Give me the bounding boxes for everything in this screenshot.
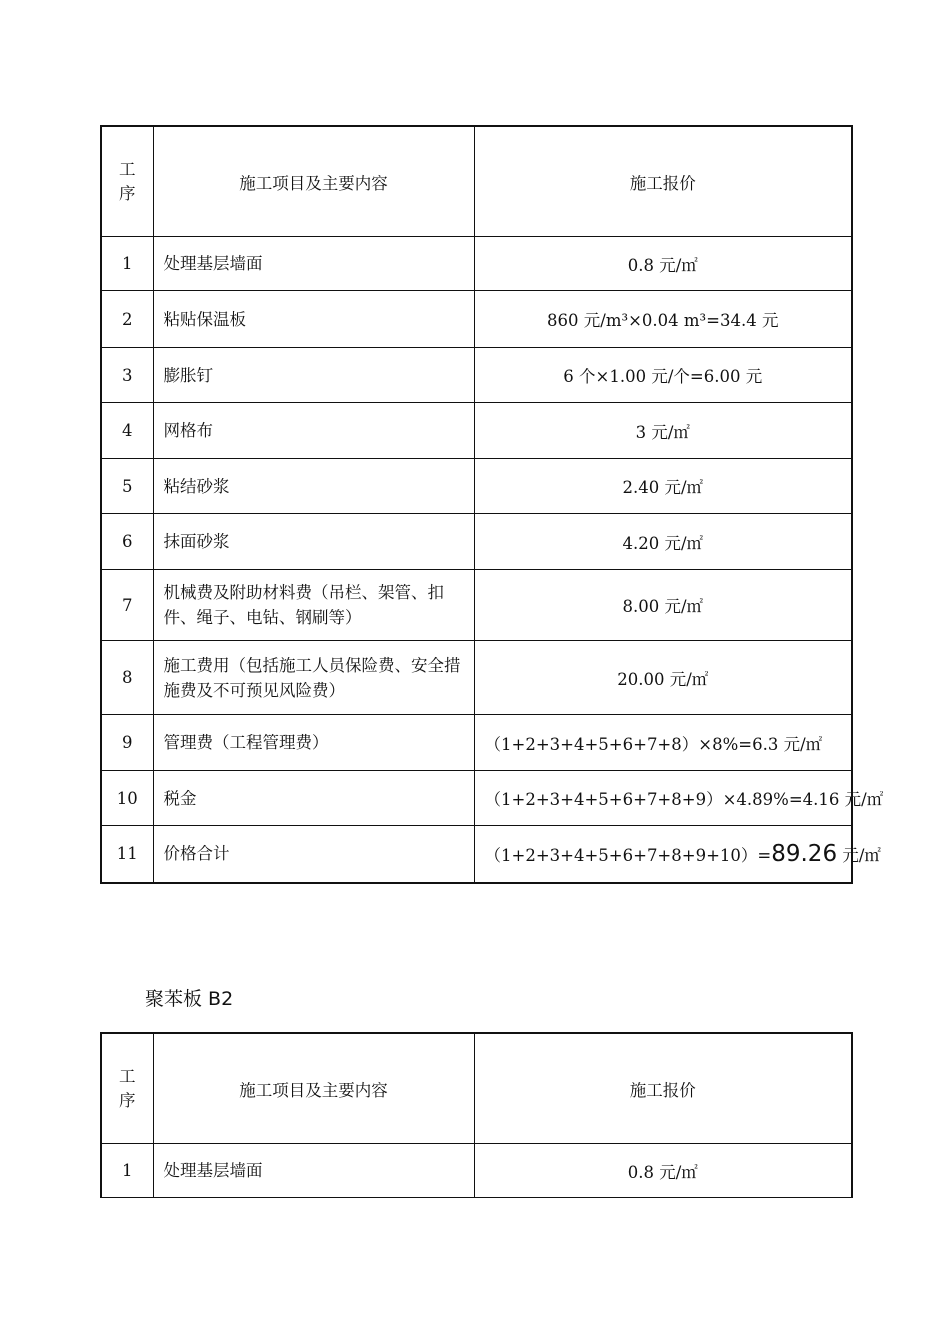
row-seq: 9	[101, 715, 153, 771]
row-item: 处理基层墙面	[153, 237, 474, 291]
table-row	[101, 570, 852, 641]
row-seq: 10	[101, 771, 153, 826]
row-price: 0.8 元/㎡	[474, 237, 852, 291]
header-seq: 工序	[101, 1033, 153, 1144]
total-value: 89.26	[771, 840, 838, 867]
row-price: （1+2+3+4+5+6+7+8+9）×4.89%=4.16 元/㎡	[474, 771, 852, 826]
row-price: 2.40 元/㎡	[474, 459, 852, 514]
table-row	[101, 291, 852, 348]
row-seq: 1	[101, 237, 153, 291]
quote-table-1	[100, 125, 884, 884]
header-item: 施工项目及主要内容	[153, 1033, 474, 1144]
table-row	[101, 514, 852, 570]
table-row	[101, 1144, 852, 1198]
table-row	[101, 459, 852, 514]
row-item: 管理费（工程管理费）	[153, 715, 474, 771]
header-item: 施工项目及主要内容	[153, 126, 474, 237]
row-item: 膨胀钉	[153, 348, 474, 403]
row-price: （1+2+3+4+5+6+7+8）×8%=6.3 元/㎡	[474, 715, 852, 771]
section-subtitle: 聚苯板 B2	[145, 988, 234, 1010]
table-header-row	[101, 126, 852, 237]
row-item: 抹面砂浆	[153, 514, 474, 570]
row-price: 3 元/㎡	[474, 403, 852, 459]
table-row	[101, 641, 852, 715]
row-item: 粘结砂浆	[153, 459, 474, 514]
row-seq: 4	[101, 403, 153, 459]
header-price: 施工报价	[474, 126, 852, 237]
row-seq: 6	[101, 514, 153, 570]
row-seq: 7	[101, 570, 153, 641]
total-price	[474, 826, 881, 883]
total-row	[101, 826, 852, 883]
row-seq: 2	[101, 291, 153, 348]
row-seq: 3	[101, 348, 153, 403]
table-row	[101, 771, 852, 826]
table-row	[101, 715, 852, 771]
row-price: 4.20 元/㎡	[474, 514, 852, 570]
quote-table-2	[100, 1032, 853, 1198]
table-row	[101, 403, 852, 459]
total-seq: 11	[101, 826, 153, 883]
row-item: 粘贴保温板	[153, 291, 474, 348]
table-row	[101, 237, 852, 291]
row-item: 机械费及附助材料费（吊栏、架管、扣件、绳子、电钻、钢刷等）	[153, 570, 474, 641]
row-price: 0.8 元/㎡	[474, 1144, 852, 1198]
total-label: 价格合计	[153, 826, 474, 883]
table-header-row	[101, 1033, 852, 1144]
header-seq: 工序	[101, 126, 153, 237]
row-item: 网格布	[153, 403, 474, 459]
total-formula: （1+2+3+4+5+6+7+8+9+10）=	[484, 845, 772, 865]
header-price: 施工报价	[474, 1033, 852, 1144]
row-seq: 8	[101, 641, 153, 715]
row-seq: 1	[101, 1144, 153, 1198]
table-row	[101, 348, 852, 403]
row-item: 施工费用（包括施工人员保险费、安全措施费及不可预见风险费）	[153, 641, 474, 715]
row-seq: 5	[101, 459, 153, 514]
row-item: 税金	[153, 771, 474, 826]
row-price: 6 个×1.00 元/个=6.00 元	[474, 348, 852, 403]
row-price: 20.00 元/㎡	[474, 641, 852, 715]
row-price: 860 元/m³×0.04 m³=34.4 元	[474, 291, 852, 348]
row-item: 处理基层墙面	[153, 1144, 474, 1198]
row-price: 8.00 元/㎡	[474, 570, 852, 641]
total-unit: 元/㎡	[837, 845, 881, 865]
